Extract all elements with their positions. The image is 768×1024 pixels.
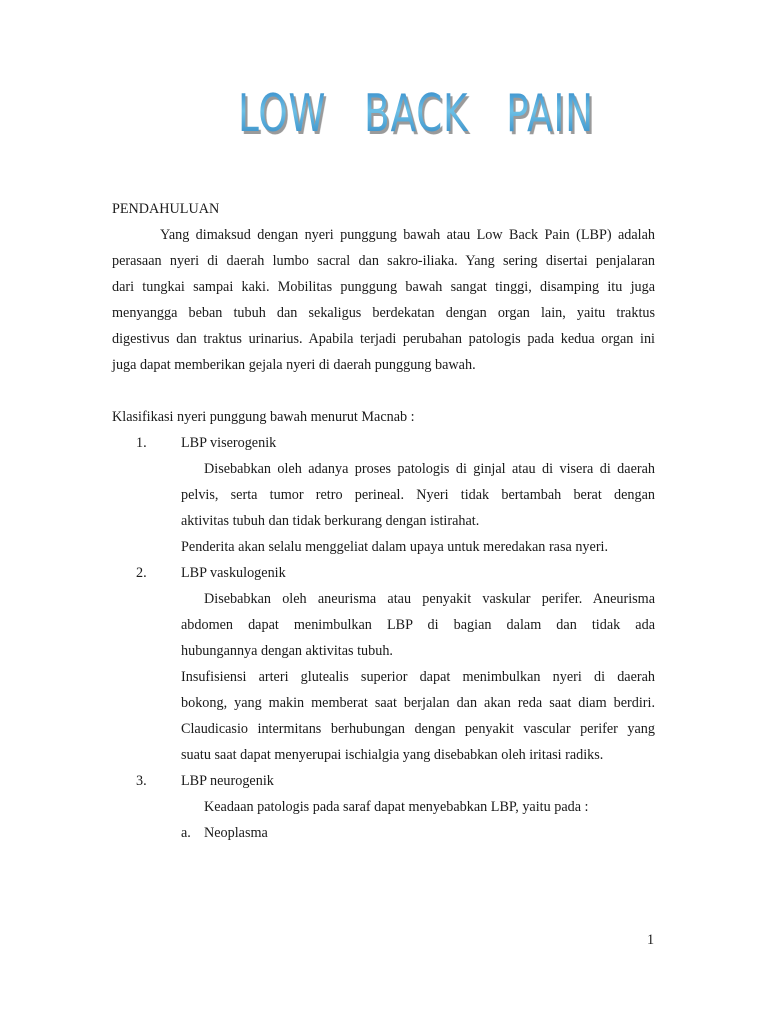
page-number: 1 xyxy=(647,932,655,948)
list-item-text: hubungannya dengan aktivitas tubuh. xyxy=(181,643,393,659)
list-item-text: pelvis, serta tumor retro perineal. Nyeri tidak bertambah berat dengan xyxy=(181,487,655,503)
list-item-text: Penderita akan selalu menggeliat dalam upaya untuk meredakan rasa nyeri. xyxy=(181,539,609,555)
list-item-text: aktivitas tubuh dan tidak berkurang dengan istirahat. xyxy=(181,513,480,529)
list-item-label: LBP vaskulogenik xyxy=(181,565,286,581)
list-item-text: Disebabkan oleh adanya proses patologis di ginjal atau di visera di daerah xyxy=(204,461,655,477)
intro-line: perasaan nyeri di daerah lumbo sacral dan sakro-iliaka. Yang sering disertai penjalaran xyxy=(112,253,655,269)
list-number: 2. xyxy=(136,565,147,581)
intro-line: digestivus dan traktus urinarius. Apabila terjadi perubahan patologis pada kedua organ ini xyxy=(112,331,655,347)
list-item-text: abdomen dapat menimbulkan LBP di bagian dalam dan tidak ada xyxy=(181,617,655,633)
section-heading: PENDAHULUAN xyxy=(112,201,220,217)
sub-list-text: Neoplasma xyxy=(204,825,268,841)
sub-list-letter: a. xyxy=(181,825,191,841)
list-item-text: bokong, yang makin memberat saat berjalan dan akan reda saat diam berdiri. xyxy=(181,695,655,711)
list-item-text: Claudicasio intermitans berhubungan dengan penyakit vascular perifer yang xyxy=(181,721,655,737)
intro-line: juga dapat memberikan gejala nyeri di daerah punggung bawah. xyxy=(112,357,476,373)
document-title: LOW BACK PAIN xyxy=(238,84,594,144)
list-item-label: LBP neurogenik xyxy=(181,773,274,789)
classification-intro: Klasifikasi nyeri punggung bawah menurut Macnab : xyxy=(112,409,415,425)
list-item-text: Disebabkan oleh aneurisma atau penyakit vaskular perifer. Aneurisma xyxy=(204,591,655,607)
title-wordart xyxy=(238,84,594,154)
list-item-text: suatu saat dapat menyerupai ischialgia yang disebabkan oleh iritasi radiks. xyxy=(181,747,604,763)
list-item-label: LBP viserogenik xyxy=(181,435,277,451)
list-item-text: Insufisiensi arteri glutealis superior dapat menimbulkan nyeri di daerah xyxy=(181,669,655,685)
list-number: 3. xyxy=(136,773,147,789)
intro-line: dari tungkai sampai kaki. Mobilitas punggung bawah sangat tinggi, disamping itu juga xyxy=(112,279,655,295)
list-number: 1. xyxy=(136,435,147,451)
list-item-text: Keadaan patologis pada saraf dapat menyebabkan LBP, yaitu pada : xyxy=(204,799,589,815)
intro-line: Yang dimaksud dengan nyeri punggung bawah atau Low Back Pain (LBP) adalah xyxy=(160,227,655,243)
intro-line: menyangga beban tubuh dan sekaligus berdekatan dengan organ lain, yaitu traktus xyxy=(112,305,655,321)
